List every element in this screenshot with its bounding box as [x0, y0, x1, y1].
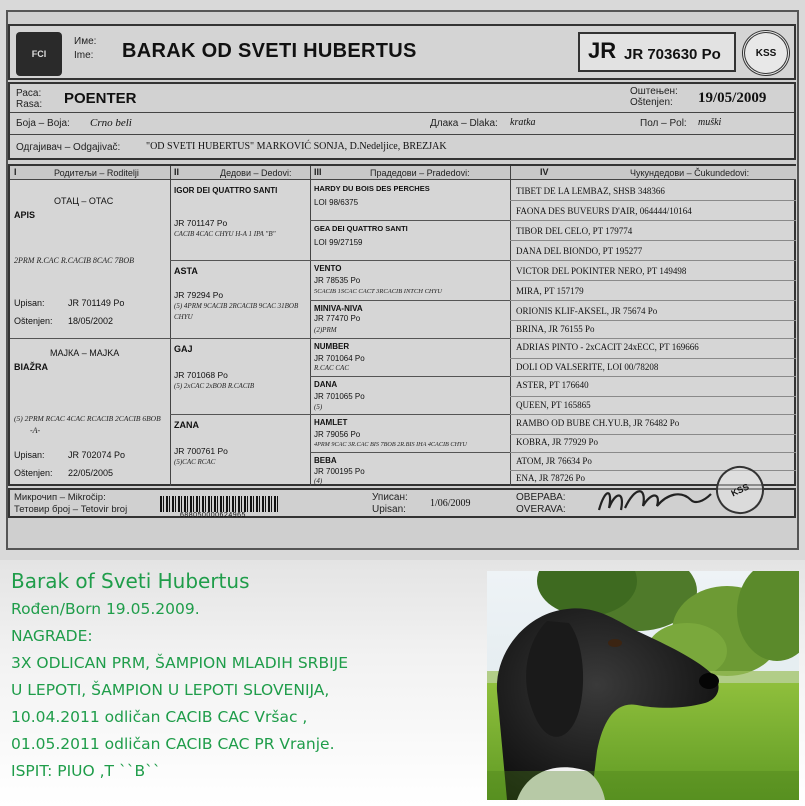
info-line-award: 3X ODLICAN PRM, ŠAMPION MLADIH SRBIJE — [11, 654, 349, 672]
great-grandparent-titles: R.CAC CAC — [314, 364, 350, 372]
info-line-award: U LEPOTI, ŠAMPION U LEPOTI SLOVENIJA, — [11, 681, 330, 699]
great-grandparent-reg: LOI 98/6375 — [314, 198, 359, 207]
great-great-grandparent: FAONA DES BUVEURS D'AIR, 064444/10164 — [516, 206, 692, 216]
info-line-awards-heading: NAGRADE: — [11, 627, 93, 645]
sire-upisan: JR 701149 Po — [68, 298, 125, 308]
great-grandparent-name: GEA DEI QUATTRO SANTI — [314, 224, 408, 233]
tattoo-label: Тетовир број – Tetovir broj — [14, 504, 128, 515]
whelped-label-lat: Oštenjen: — [630, 97, 673, 108]
dog-title: Barak of Sveti Hubertus — [11, 569, 250, 593]
certificate-info — [8, 82, 796, 160]
col-header-grandparents: II Дедови – Dedovi: — [170, 166, 310, 180]
great-grandparent-titles: (4) — [314, 477, 323, 485]
verified-label-cyr: ОВЕРАВА: — [516, 492, 566, 503]
sire-upisan-label: Upisan: — [14, 298, 45, 308]
great-grandparent-name: VENTO — [314, 264, 342, 273]
great-great-grandparent: KOBRA, JR 77929 Po — [516, 437, 599, 447]
col-header-parents: I Родитељи – Roditelji — [10, 166, 170, 180]
coat-value: kratka — [510, 117, 536, 128]
great-great-grandparent: ADRIAS PINTO - 2xCACIT 24xECC, PT 169666 — [516, 342, 699, 352]
info-line-exam: ISPIT: PIUO ,T ``B`` — [11, 762, 161, 780]
dam-ostenjen: 22/05/2005 — [68, 468, 114, 478]
great-grandparent-name: BEBA — [314, 456, 337, 465]
grandparent-name: ASTA — [174, 266, 198, 276]
dam-ostenjen-label: Oštenjen: — [14, 468, 53, 478]
great-grandparent-titles: (2)PRM — [314, 326, 337, 334]
grandparent-titles: (5) 2xCAC 2xBOB R.CACIB — [174, 382, 255, 390]
great-grandparent-name: MINIVA-NIVA — [314, 304, 363, 313]
certificate-header — [8, 24, 796, 80]
breeder-label: Одгајивач – Odgajivač: — [16, 142, 121, 153]
grandparent-reg: JR 701068 Po — [174, 370, 228, 380]
grandparent-titles-2: CHYU — [174, 313, 193, 321]
breed-value: POENTER — [64, 90, 137, 107]
sire-label: ОТАЦ – OTAC — [54, 196, 114, 206]
great-great-grandparent: ASTER, PT 176640 — [516, 380, 589, 390]
sex-label: Пол – Pol: — [640, 118, 687, 129]
great-grandparent-reg: JR 79056 Po — [314, 430, 361, 439]
whelped-value: 19/05/2009 — [698, 90, 767, 106]
grandparent-reg: JR 79294 Po — [174, 290, 224, 300]
breed-label-lat: Rasa: — [16, 99, 43, 110]
dam-name: BIAŽRA — [14, 362, 48, 372]
col-header-great-great-grandparents: IV Чукундедови – Čukundedovi: — [510, 166, 796, 180]
microchip-label: Микрочип – Mikročip: — [14, 492, 106, 503]
great-grandparent-reg: JR 701064 Po — [314, 354, 365, 363]
sire-titles: 2PRM R.CAC R.CACIB 8CAC 7BOB — [14, 256, 134, 265]
sex-value: muški — [698, 117, 722, 128]
pedigree-grid — [8, 164, 796, 486]
great-great-grandparent: DANA DEL BIONDO, PT 195277 — [516, 246, 643, 256]
fci-logo-icon: FCI — [16, 32, 62, 76]
registered-label-lat: Upisan: — [372, 504, 406, 515]
great-grandparent-titles: 5CACIB 1SCAC CACT 3RCACIB INTCH CHYU — [314, 288, 442, 295]
registered-date: 1/06/2009 — [430, 498, 471, 509]
registered-label-cyr: Уписан: — [372, 492, 408, 503]
great-great-grandparent: ENA, JR 78726 Po — [516, 473, 586, 483]
grandparent-name: ZANA — [174, 420, 199, 430]
great-grandparent-name: DANA — [314, 380, 338, 389]
great-great-grandparent: DOLI OD VALSERITE, LOI 00/78208 — [516, 362, 659, 372]
great-great-grandparent: TIBOR DEL CELO, PT 179774 — [516, 226, 633, 236]
info-line-award: 10.04.2011 odličan CACIB CAC Vršac , — [11, 708, 308, 726]
color-label: Боја – Boja: — [16, 118, 70, 129]
grandparent-reg: JR 700761 Po — [174, 446, 228, 456]
info-line-born: Rođen/Born 19.05.2009. — [11, 600, 200, 618]
great-grandparent-titles: (5) — [314, 403, 323, 411]
col-header-great-grandparents: III Прадедови – Pradedovi: — [310, 166, 510, 180]
great-grandparent-titles: 4PRM 9CAC 3R.CAC BIS 7BOB 2R.BIS IHA 4CACIB CHYU — [314, 441, 467, 448]
great-grandparent-name: HARDY DU BOIS DES PERCHES — [314, 184, 430, 193]
grandparent-titles: CACIB 4CAC CHYU H-A 1 IPA "B" — [174, 230, 276, 238]
dam-label: МАЈКА – MAJKA — [50, 348, 120, 358]
registration-prefix: JR — [588, 38, 617, 63]
registration-box — [578, 32, 736, 72]
great-grandparent-reg: JR 77470 Po — [314, 314, 361, 323]
registration-number: JR 703630 Po — [624, 46, 721, 63]
great-grandparent-reg: LOI 99/27159 — [314, 238, 363, 247]
great-grandparent-name: HAMLET — [314, 418, 348, 427]
info-line-award: 01.05.2011 odličan CACIB CAC PR Vranje. — [11, 735, 335, 753]
grandparent-name: GAJ — [174, 344, 193, 354]
signature-icon — [595, 482, 715, 518]
verified-label-lat: OVERAVA: — [516, 504, 566, 515]
great-great-grandparent: QUEEN, PT 165865 — [516, 400, 591, 410]
sire-ostenjen-label: Oštenjen: — [14, 316, 53, 326]
kss-logo-icon: KSS — [742, 30, 790, 76]
dog-photo — [487, 571, 799, 800]
dam-upisan-label: Upisan: — [14, 450, 45, 460]
great-grandparent-name: NUMBER — [314, 342, 350, 351]
dam-upisan: JR 702074 Po — [68, 450, 126, 460]
great-great-grandparent: TIBET DE LA LEMBAZ, SHSB 348366 — [516, 186, 665, 196]
great-great-grandparent: MIRA, PT 157179 — [516, 286, 584, 296]
great-grandparent-reg: JR 701065 Po — [314, 392, 365, 401]
grandparent-reg: JR 701147 Po — [174, 218, 228, 228]
great-great-grandparent: ATOM, JR 76634 Po — [516, 456, 592, 466]
coat-label: Длака – Dlaka: — [430, 118, 498, 129]
dam-titles: (5) 2PRM RCAC 4CAC RCACIB 2CACIB 6BOB — [14, 414, 161, 423]
kss-stamp-icon: KSS — [708, 458, 772, 522]
color-value: Crno beli — [90, 117, 132, 129]
great-great-grandparent: BRINA, JR 76155 Po — [516, 324, 595, 334]
sire-name: APIS — [14, 210, 36, 220]
grandparent-titles: (5)CAC RCAC — [174, 458, 216, 466]
great-great-grandparent: VICTOR DEL POKINTER NERO, PT 149498 — [516, 266, 687, 276]
barcode — [160, 496, 280, 512]
name-label-cyr: Име: — [74, 36, 97, 47]
great-great-grandparent: RAMBO OD BUBE CH.YU.B, JR 76482 Po — [516, 418, 680, 428]
name-box — [74, 32, 574, 74]
great-grandparent-reg: JR 78535 Po — [314, 276, 361, 285]
breed-label-cyr: Раса: — [16, 88, 42, 99]
name-label-lat: Ime: — [74, 50, 94, 61]
dam-titles-2: -A- — [30, 426, 41, 435]
whelped-label-cyr: Оштењен: — [630, 86, 678, 97]
sire-ostenjen: 18/05/2002 — [68, 316, 114, 326]
breeder-value: "OD SVETI HUBERTUS" MARKOVIĆ SONJA, D.Nedeljice, BREZJAK — [146, 141, 447, 152]
great-grandparent-reg: JR 700195 Po — [314, 467, 365, 476]
great-great-grandparent: ORIONIS KLIF-AKSEL, JR 75674 Po — [516, 306, 658, 316]
barcode-number: 688050000624965 — [180, 512, 246, 519]
grandparent-titles: (5) 4PRM 9CACIB 2RCACIB 9CAC 31BOB — [174, 302, 299, 310]
grandparent-name: IGOR DEI QUATTRO SANTI — [174, 186, 278, 195]
dog-name: BARAK OD SVETI HUBERTUS — [122, 40, 417, 62]
